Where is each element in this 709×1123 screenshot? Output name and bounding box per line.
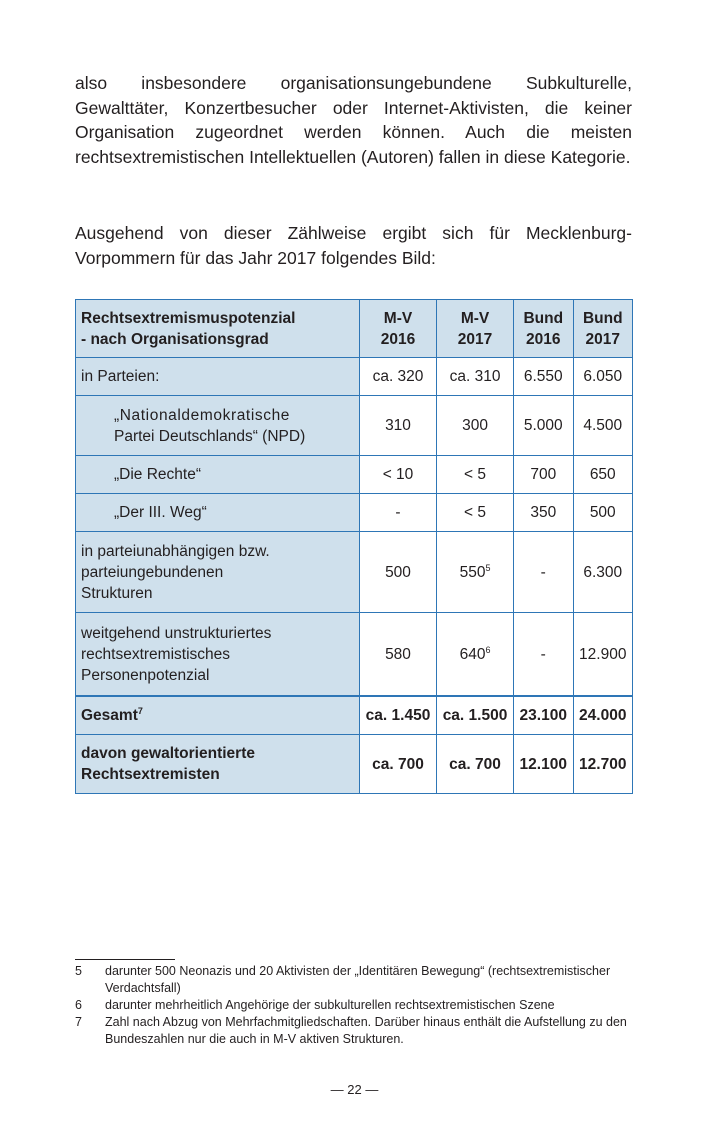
row-label [76, 613, 360, 697]
footnote-number: 7 [75, 1015, 82, 1029]
cell-bund-2016: 6.550 [514, 358, 573, 396]
row-label [76, 396, 360, 456]
header-col-line1: Bund [582, 309, 623, 327]
cell-bund-2017: 24.000 [573, 696, 633, 735]
cell-mv-2017: < 5 [437, 456, 514, 494]
table-row-parteiunabhaengig [76, 532, 633, 613]
row-label-text: Gesamt [81, 707, 138, 724]
cell-bund-2017: 500 [573, 494, 633, 532]
cell-bund-2016: 23.100 [514, 696, 573, 735]
cell-mv-2016: ca. 1.450 [360, 696, 437, 735]
cell-bund-2017: 12.900 [573, 613, 633, 697]
header-col-line1: Bund [523, 309, 564, 327]
cell-bund-2016: 5.000 [514, 396, 573, 456]
page-number: — 22 — [330, 1082, 379, 1097]
cell-mv-2016: 500 [360, 532, 437, 613]
table-row-npd [76, 396, 633, 456]
header-col-bund-2017 [573, 300, 633, 358]
table-row-gesamt [76, 696, 633, 735]
cell-mv-2016: - [360, 494, 437, 532]
cell-mv-2016: ca. 320 [360, 358, 437, 396]
footnote-ref: 5 [485, 562, 491, 573]
table-header-row [76, 300, 633, 358]
header-label-line2: - nach Organisationsgrad [81, 330, 269, 348]
cell-bund-2017: 650 [573, 456, 633, 494]
row-label-line2: parteiungebundenen [81, 563, 224, 581]
header-col-line1: M-V [460, 309, 490, 327]
row-label-line1: davon gewaltorientierte [81, 745, 255, 762]
cell-mv-2017: ca. 700 [437, 735, 514, 794]
row-label [76, 735, 360, 794]
cell-bund-2016: - [514, 613, 573, 697]
cell-mv-2017: 300 [437, 396, 514, 456]
row-label-line3: Strukturen [81, 584, 153, 602]
table-row-gewaltorientiert [76, 735, 633, 794]
footnote-divider [75, 959, 175, 960]
cell-bund-2017: 6.050 [573, 358, 633, 396]
footnote-text: darunter 500 Neonazis und 20 Aktivisten der „Identitären Bewegung“ (rechtsextremistischer Verdachtsfall) [105, 964, 611, 995]
cell-bund-2016: 700 [514, 456, 573, 494]
row-label-line3: Personenpotenzial [81, 666, 210, 684]
footnote-number: 6 [75, 998, 82, 1012]
cell-bund-2016: 350 [514, 494, 573, 532]
cell-bund-2017: 12.700 [573, 735, 633, 794]
row-label: „Die Rechte“ [76, 456, 360, 494]
cell-mv-2017 [437, 613, 514, 697]
paragraph-2: Ausgehend von dieser Zählweise ergibt sich für Mecklenburg-Vorpommern für das Jahr 2017 folgendes Bild: [75, 223, 632, 268]
cell-bund-2016: 12.100 [514, 735, 573, 794]
table-row-iii-weg [76, 494, 633, 532]
cell-mv-2016: 310 [360, 396, 437, 456]
footnote-number: 5 [75, 964, 82, 978]
row-label: „Der III. Weg“ [76, 494, 360, 532]
row-label [76, 532, 360, 613]
row-label-line1: weitgehend unstrukturiertes [81, 624, 272, 642]
header-col-mv-2016 [360, 300, 437, 358]
header-col-mv-2017 [437, 300, 514, 358]
cell-mv-2016: ca. 700 [360, 735, 437, 794]
header-col-line2: 2016 [380, 330, 416, 348]
row-label-line2: Rechtsextremisten [81, 766, 220, 783]
cell-mv-2017: ca. 310 [437, 358, 514, 396]
header-col-line2: 2017 [457, 330, 493, 348]
header-label-cell [76, 300, 360, 358]
footnote-7 [75, 1014, 633, 1048]
table-row-die-rechte [76, 456, 633, 494]
footnote-5 [75, 963, 633, 997]
cell-value: 640 [459, 645, 486, 663]
table-row-parteien [76, 358, 633, 396]
cell-mv-2017 [437, 532, 514, 613]
header-label-line1: Rechtsextremismuspotenzial [81, 309, 296, 327]
footnote-ref: 7 [137, 705, 143, 716]
header-col-line2: 2017 [585, 330, 620, 348]
row-label [76, 696, 360, 735]
extremism-potential-table [75, 299, 633, 794]
row-label-line1: in parteiunabhängigen bzw. [81, 542, 270, 560]
cell-mv-2016: < 10 [360, 456, 437, 494]
cell-value: 550 [459, 563, 486, 581]
cell-bund-2016: - [514, 532, 573, 613]
cell-mv-2016: 580 [360, 613, 437, 697]
footnote-text: darunter mehrheitlich Angehörige der subkulturellen rechtsextremistischen Szene [105, 998, 555, 1012]
footnote-6 [75, 997, 633, 1014]
footnote-text: Zahl nach Abzug von Mehrfachmitgliedschaften. Darüber hinaus enthält die Aufstellung zu den Bundeszahlen nur die auch in M-V aktiven Strukturen. [105, 1015, 627, 1046]
cell-bund-2017: 4.500 [573, 396, 633, 456]
header-col-line2: 2016 [526, 330, 561, 348]
cell-mv-2017: ca. 1.500 [437, 696, 514, 735]
footnote-ref: 6 [485, 644, 491, 655]
row-label-line2: rechtsextremistisches [81, 645, 231, 663]
paragraph-1: also insbesondere organisationsungebundene Subkulturelle, Gewalttäter, Konzertbesucher oder Internet-Aktivisten, die keiner Organisation zugeordnet werden können. Auch die meisten rechtsextremistischen Intellektuellen (Autoren) fallen in diese Kategorie. [75, 73, 632, 167]
cell-bund-2017: 6.300 [573, 532, 633, 613]
row-label-line1: „Nationaldemokratische [114, 406, 291, 424]
row-label-line2: Partei Deutschlands“ (NPD) [114, 427, 306, 445]
header-col-bund-2016 [514, 300, 573, 358]
table-row-unstrukturiert [76, 613, 633, 697]
header-col-line1: M-V [383, 309, 413, 327]
cell-mv-2017: < 5 [437, 494, 514, 532]
row-label: in Parteien: [76, 358, 360, 396]
